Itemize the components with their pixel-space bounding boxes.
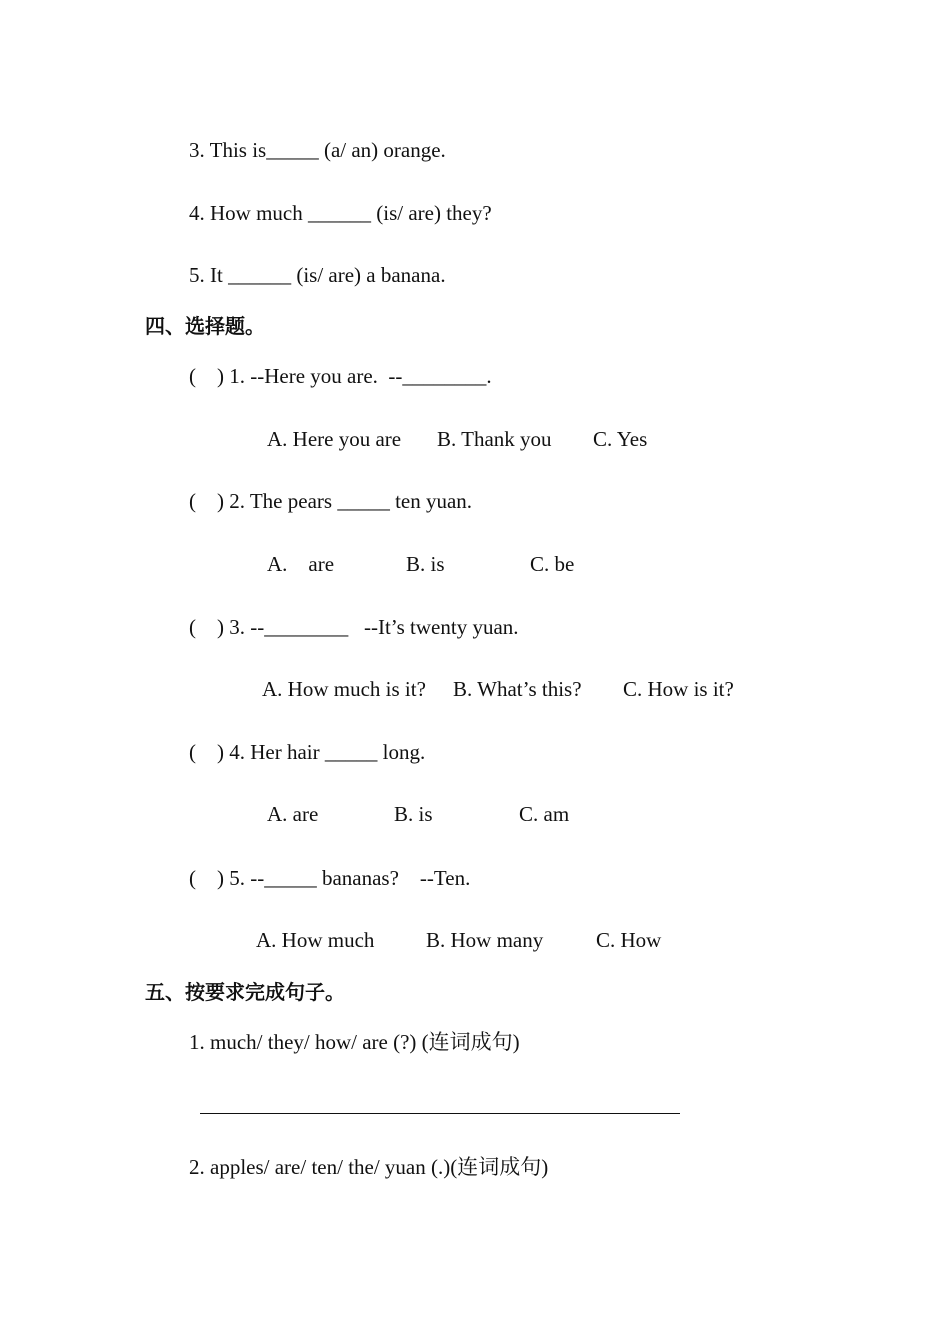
question-fill-5: 5. It ______ (is/ are) a banana. — [189, 263, 446, 287]
mc-q2-option-c: C. be — [530, 552, 575, 576]
answer-line — [200, 1113, 680, 1114]
mc-question-4: ( ) 4. Her hair _____ long. — [189, 740, 426, 764]
mc-q4-option-c: C. am — [519, 802, 570, 826]
mc-question-1: ( ) 1. --Here you are. --________. — [189, 364, 492, 388]
mc-question-2: ( ) 2. The pears _____ ten yuan. — [189, 489, 473, 513]
mc-q3-option-c: C. How is it? — [623, 677, 734, 701]
mc-q3-option-a: A. How much is it? — [262, 677, 426, 701]
mc-q2-option-b: B. is — [406, 552, 445, 576]
question-fill-4: 4. How much ______ (is/ are) they? — [189, 201, 492, 225]
mc-q4-option-b: B. is — [394, 802, 433, 826]
sentence-task-2: 2. apples/ are/ ten/ the/ yuan (.)(连词成句) — [189, 1155, 549, 1179]
mc-q5-option-c: C. How — [596, 928, 662, 952]
section-5-heading: 五、按要求完成句子。 — [145, 980, 345, 1004]
mc-q5-option-a: A. How much — [256, 928, 375, 952]
mc-q5-option-b: B. How many — [426, 928, 544, 952]
sentence-task-1: 1. much/ they/ how/ are (?) (连词成句) — [189, 1030, 520, 1054]
question-fill-3: 3. This is_____ (a/ an) orange. — [189, 138, 446, 162]
mc-question-5: ( ) 5. --_____ bananas? --Ten. — [189, 866, 471, 890]
mc-q1-option-b: B. Thank you — [437, 427, 552, 451]
mc-question-3: ( ) 3. --________ --It’s twenty yuan. — [189, 615, 519, 639]
mc-q3-option-b: B. What’s this? — [453, 677, 582, 701]
mc-q1-option-a: A. Here you are — [267, 427, 402, 451]
mc-q1-option-c: C. Yes — [593, 427, 648, 451]
mc-q4-option-a: A. are — [267, 802, 319, 826]
section-4-heading: 四、选择题。 — [145, 314, 265, 338]
mc-q2-option-a: A. are — [267, 552, 335, 576]
